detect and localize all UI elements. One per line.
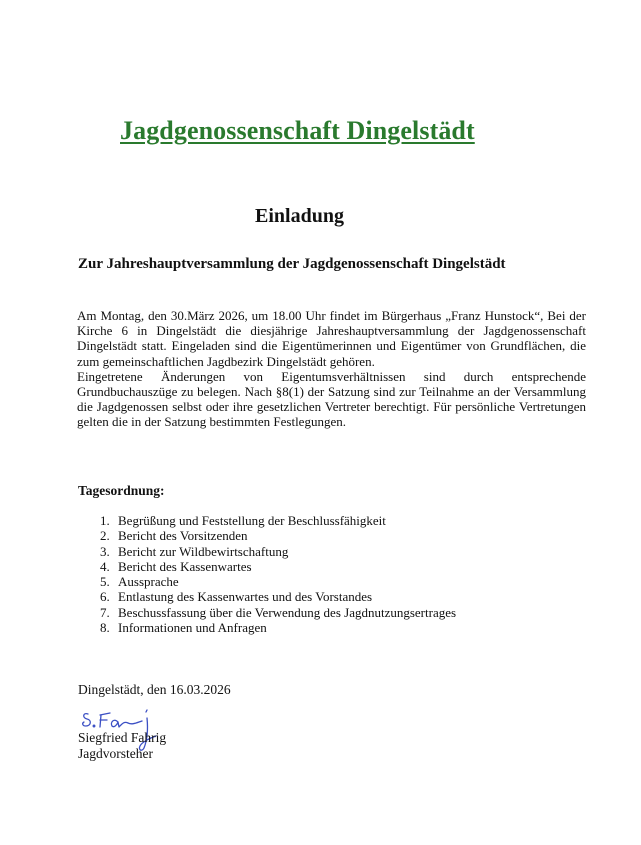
signer-name: Siegfried Fahrig	[78, 730, 167, 745]
agenda-heading: Tagesordnung:	[78, 483, 165, 498]
document-subheading: Zur Jahreshauptversammlung der Jagdgenossenschaft Dingelstädt	[78, 256, 506, 272]
organization-title: Jagdgenossenschaft Dingelstädt	[120, 116, 475, 145]
signature-stroke	[111, 720, 142, 727]
agenda-item	[100, 528, 456, 543]
agenda-item-number: 6.	[100, 589, 110, 605]
agenda-item-text: Bericht des Kassenwartes	[118, 558, 252, 574]
signature-stroke	[83, 714, 91, 726]
signature-stroke	[146, 710, 147, 712]
agenda-item-number: 1.	[100, 513, 110, 528]
agenda-item	[100, 605, 456, 620]
agenda-item	[100, 574, 456, 589]
agenda-item-number: 5.	[100, 574, 110, 590]
agenda-item-text: Bericht zur Wildbewirtschaftung	[118, 543, 289, 559]
agenda-item-text: Begrüßung und Feststellung der Beschlussfähigkeit	[118, 513, 386, 528]
agenda-item-text: Informationen und Anfragen	[118, 620, 267, 636]
document-heading-text: Einladung	[255, 205, 344, 227]
agenda-item-number: 8.	[100, 620, 110, 636]
agenda-item-text: Bericht des Vorsitzenden	[118, 528, 248, 544]
agenda-item	[100, 559, 456, 574]
agenda-item-number: 3.	[100, 543, 110, 559]
signature-stroke	[93, 725, 95, 727]
agenda-item	[100, 589, 456, 604]
agenda-item	[100, 513, 456, 528]
place-date: Dingelstädt, den 16.03.2026	[78, 682, 231, 697]
signer-role: Jagdvorsteher	[78, 746, 153, 761]
agenda-item-number: 4.	[100, 558, 110, 574]
agenda-item-number: 7.	[100, 604, 110, 620]
paragraph-invitation: Am Montag, den 30.März 2026, um 18.00 Uhr findet im Bürgerhaus „Franz Hunstock“, Bei der Kirche 6 in Dingelstädt die diesjährige Jahreshauptversammlung der Jagdgenossenschaft Dingelstädt statt. Eingeladen sind die Eigentümerinnen und Eigentümer von Grundflächen, die zum gemeinschaftlichen Jagdbezirk Dingelstädt gehören.	[77, 308, 586, 369]
body-text	[77, 308, 586, 430]
agenda-item-text: Beschussfassung über die Verwendung des Jagdnutzungsertrages	[118, 604, 457, 620]
document-heading	[0, 205, 589, 228]
paragraph-conditions: Eingetretene Änderungen von Eigentumsverhältnissen sind durch entsprechende Grundbuchauszüge zu belegen. Nach §8(1) der Satzung sind zur Teilnahme an der Versammlung die Jagdgenossen selbst oder ihre gesetzlichen Vertreter berechtigt. Für persönliche Vertretungen gelten die in der Satzung bestimmten Festlegungen.	[77, 368, 586, 430]
agenda-item-text: Aussprache	[118, 574, 179, 590]
signature-stroke	[100, 713, 110, 727]
agenda-item	[100, 544, 456, 559]
agenda-item-text: Entlastung des Kassenwartes und des Vorstandes	[118, 589, 373, 605]
agenda-item-number: 2.	[100, 528, 110, 544]
agenda-list	[100, 513, 456, 635]
agenda-item	[100, 620, 456, 635]
